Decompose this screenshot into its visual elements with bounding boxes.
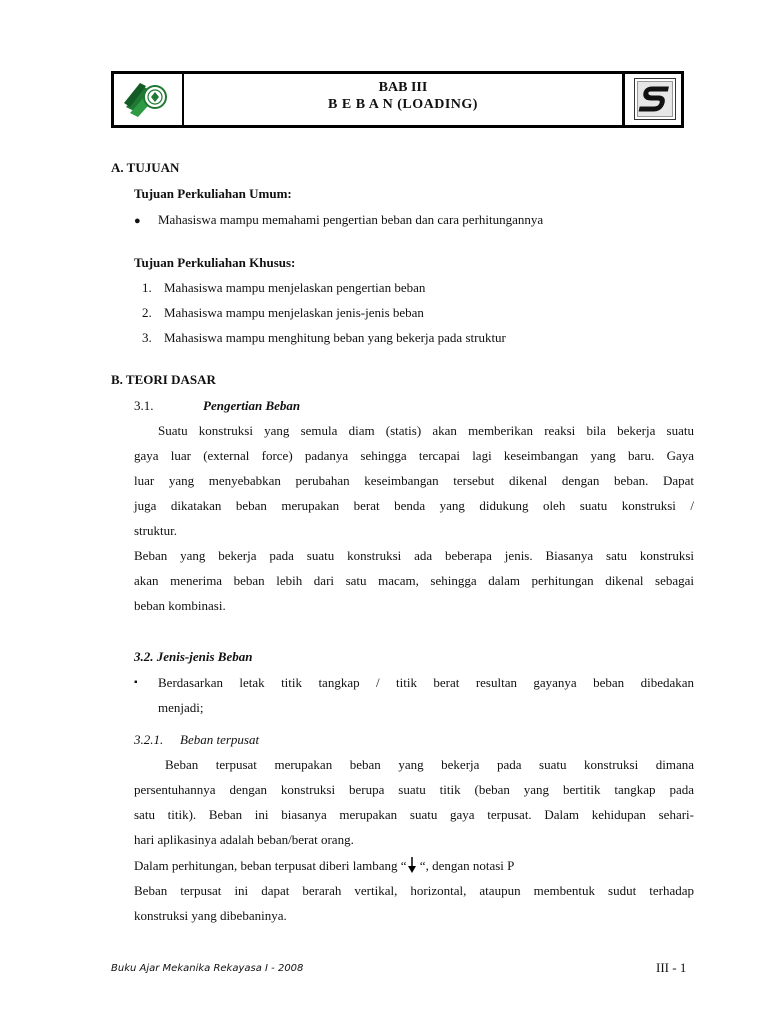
- subsection-3-2-bullet: ▪ Berdasarkan letak titik tangkap / titik berat resultan gayanya beban dibedakan menjadi;: [134, 670, 694, 720]
- chapter-header-box: [111, 71, 684, 128]
- subsection-3-2-1-heading: 3.2.1. Beban terpusat: [134, 732, 260, 747]
- paragraph-3-1-b: Beban yang bekerja pada suatu konstruksi ada beberapa jenis. Biasanya satu konstruksi akan menerima beban lebih dari satu macam, sehingga dalam perhitungan dikenal sebagai beban kombinasi.: [134, 548, 694, 613]
- specific-objective-item: 3. Mahasiswa mampu menghitung beban yang bekerja pada struktur: [142, 330, 506, 345]
- university-logo-icon: [122, 77, 174, 121]
- page-number: III - 1: [656, 960, 687, 975]
- subsection-3-2-heading: 3.2. Jenis-jenis Beban: [134, 649, 253, 664]
- header-icon-cell: [623, 74, 681, 125]
- specific-objective-item: 2. Mahasiswa mampu menjelaskan jenis-jenis beban: [142, 305, 424, 320]
- s-badge-icon: [634, 78, 676, 120]
- general-objective-item: ● Mahasiswa mampu memahami pengertian beban dan cara perhitungannya: [134, 212, 544, 227]
- header-title-cell: [184, 74, 625, 125]
- paragraph-3-1-a: Suatu konstruksi yang semula diam (statis) akan memberikan reaksi bila bekerja suatu gaya luar (external force) padanya sehingga tercapai lagi keseimbangan yang baru. Gaya luar yang menyebabkan perubahan keseimbangan tersebut dikenal dengan beban. Dapat juga dikatakan beban merupakan berat benda yang didukung oleh suatu konstruksi / struktur.: [134, 423, 694, 538]
- subsection-3-1-heading: 3.1. Pengertian Beban: [134, 398, 301, 413]
- header-logo-cell: [114, 74, 184, 125]
- paragraph-3-2-1-a: Beban terpusat merupakan beban yang bekerja pada suatu konstruksi dimana persentuhannya dengan konstruksi berupa suatu titik (beban yang bertitik tangkap pada satu titik). Beban ini biasanya merupakan suatu gaya terpusat. Dalam kehidupan sehari- hari aplikasinya adalah beban/berat orang.: [134, 757, 694, 847]
- chapter-title: B E B A N (LOADING): [328, 97, 478, 112]
- section-b-heading: B. TEORI DASAR: [111, 372, 216, 387]
- footer-book-title: Buku Ajar Mekanika Rekayasa I - 2008: [111, 963, 304, 974]
- bullet-icon: ●: [134, 215, 141, 227]
- general-objective-heading: Tujuan Perkuliahan Umum:: [134, 186, 292, 201]
- paragraph-3-2-1-b: Beban terpusat ini dapat berarah vertikal, horizontal, ataupun membentuk sudut terhadap konstruksi yang dibebaninya.: [134, 883, 694, 923]
- chapter-number: BAB III: [378, 80, 428, 95]
- down-arrow-icon: [407, 857, 417, 873]
- section-a-heading: A. TUJUAN: [111, 160, 180, 175]
- specific-objective-item: 1. Mahasiswa mampu menjelaskan pengertian beban: [142, 280, 426, 295]
- specific-objective-heading: Tujuan Perkuliahan Khusus:: [134, 255, 296, 270]
- square-bullet-icon: ▪: [134, 677, 138, 688]
- symbol-line: Dalam perhitungan, beban terpusat diberi lambang “ “, dengan notasi P: [134, 858, 515, 873]
